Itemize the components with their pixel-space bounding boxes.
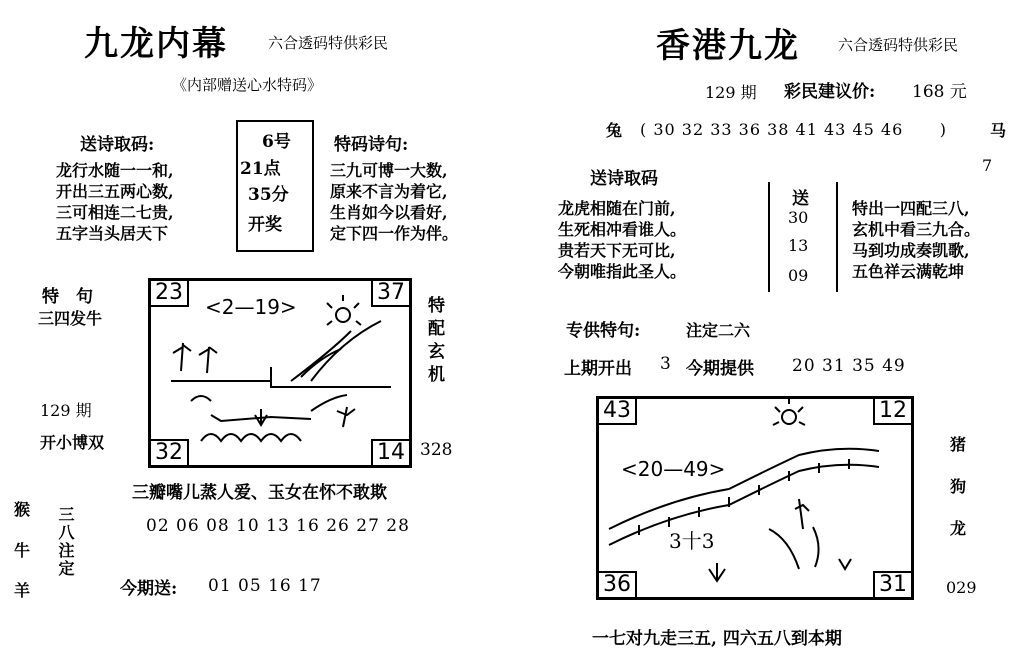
poem-line: 今朝唯指此圣人。: [558, 262, 687, 281]
pair-number: 328: [420, 440, 453, 460]
zodiac-monkey: 猴: [14, 500, 31, 519]
left-caption: 三瓣嘴儿蒸人爱、玉女在怀不敢欺: [132, 483, 387, 503]
poem-line: 生死相冲看谁人。: [558, 220, 687, 239]
river-sketch: [599, 399, 905, 591]
corner-number-br: 31: [873, 571, 913, 599]
poem-line: 特出一四配三八,: [852, 199, 970, 218]
corner-number-tl: 23: [149, 279, 189, 307]
left-subtitle: 六合透码特供彩民: [268, 34, 389, 52]
poem-line: 开出三五两心数,: [56, 182, 174, 201]
left-send-poem-label: 送诗取码:: [80, 135, 155, 155]
right-code: 029: [946, 578, 977, 597]
divider-left: [768, 182, 770, 292]
left-send-poem: [56, 160, 174, 244]
draw-number: 6号: [262, 132, 291, 152]
send-label: 送: [792, 189, 809, 209]
right-sketch-image: [596, 396, 914, 600]
poem-line: 贵若天下无可比,: [558, 241, 676, 260]
right-send-poem-label: 送诗取码: [590, 169, 658, 189]
poem-line: 生肖如今以看好,: [330, 203, 448, 222]
corner-number-tr: 12: [873, 397, 913, 425]
seven-number: 7: [982, 156, 993, 175]
price: 168 元: [912, 82, 967, 102]
corner-number-tr: 37: [371, 279, 411, 307]
zodiac-pig: 猪: [950, 435, 967, 454]
zodiac-dragon: 龙: [950, 519, 967, 538]
poem-line: 五色祥云满乾坤: [852, 262, 965, 281]
right-title: 香港九龙: [656, 26, 800, 66]
poem-line: 三九可博一大数,: [330, 161, 448, 180]
this-issue-numbers: 01 05 16 17: [208, 576, 322, 596]
left-numbers: 02 06 08 10 13 16 26 27 28: [146, 516, 410, 536]
left-sketch-image: [148, 278, 412, 468]
range-text: <20—49>: [621, 457, 726, 481]
draw-action: 开奖: [248, 215, 282, 235]
poem-line: 五字当头居天下: [56, 224, 169, 243]
pair-label: 特配玄机: [424, 296, 444, 388]
corner-number-br: 14: [371, 439, 411, 467]
right-issue: 129 期: [705, 83, 757, 102]
last-label: 上期开出: [564, 359, 632, 379]
right-poem: [852, 198, 980, 282]
send-number: 09: [788, 266, 809, 285]
left-banner: 《内部赠送心水特码》: [172, 76, 323, 94]
left-special-poem-label: 特码诗句:: [334, 135, 409, 155]
zodiac-dog: 狗: [950, 477, 967, 496]
left-issue-tip: 开小博双: [40, 433, 105, 452]
provide-numbers: 20 31 35 49: [792, 356, 906, 376]
special-phrase-label: 特 句: [42, 287, 93, 307]
left-title: 九龙内幕: [84, 24, 228, 64]
fix-vertical: 三八注定: [56, 506, 75, 578]
rabbit-label: 兔: [606, 121, 623, 140]
poem-line: 玄机中看三九合。: [852, 220, 981, 239]
numbers-paren: ( 30 32 33 36 38 41 43 45 46 ): [640, 120, 948, 139]
price-label: 彩民建议价:: [784, 82, 876, 102]
corner-number-tl: 43: [597, 397, 637, 425]
draw-minute: 35分: [248, 185, 289, 205]
zodiac-ox: 牛: [14, 541, 31, 560]
right-send-poem: [558, 198, 686, 282]
poem-line: 三可相连二七贵,: [56, 203, 174, 222]
poem-line: 原来不言为着它,: [330, 182, 448, 201]
poem-line: 龙行水随一一和,: [56, 161, 174, 180]
draw-hour: 21点: [240, 159, 281, 179]
divider-right: [836, 182, 838, 292]
range-text: <2—19>: [205, 295, 297, 319]
send-number: 30: [788, 208, 809, 227]
left-issue: 129 期: [40, 401, 92, 420]
special-phrase: 三四发牛: [38, 309, 103, 328]
special-label: 专供特句:: [566, 321, 641, 341]
left-special-poem: [330, 160, 458, 244]
corner-number-bl: 32: [149, 439, 189, 467]
special-text: 注定二六: [686, 321, 751, 340]
landscape-sketch: [151, 281, 403, 459]
provide-label: 今期提供: [686, 359, 754, 379]
this-issue-label: 今期送:: [120, 579, 178, 599]
poem-line: 定下四一作为伴。: [330, 224, 459, 243]
poem-line: 龙虎相随在门前,: [558, 199, 676, 218]
right-subtitle: 六合透码特供彩民: [838, 36, 959, 54]
send-number: 13: [788, 236, 809, 255]
horse-label: 马: [990, 121, 1007, 140]
poem-line: 马到功成奏凯歌,: [852, 241, 970, 260]
right-bottom-line: 一七对九走三五, 四六五八到本期: [592, 629, 842, 649]
last-value: 3: [660, 354, 671, 374]
corner-number-bl: 36: [597, 571, 637, 599]
inner-text: 3十3: [669, 529, 715, 553]
zodiac-goat: 羊: [14, 581, 31, 600]
